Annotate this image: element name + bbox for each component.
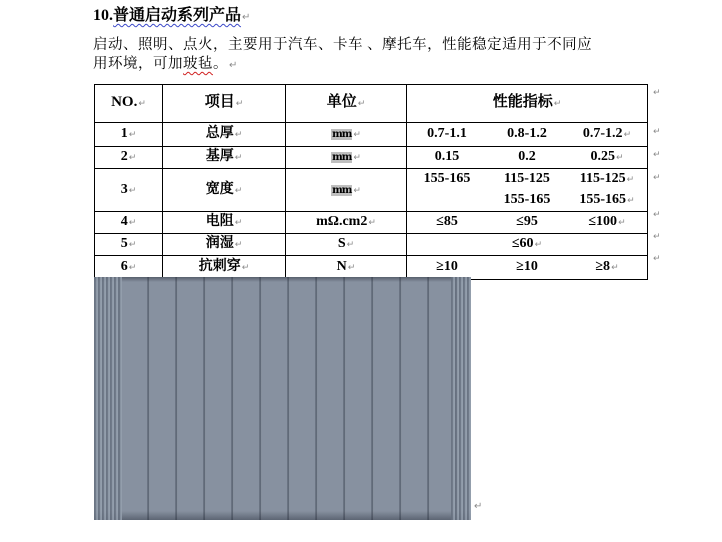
cell-mark: ↵ — [241, 263, 250, 273]
cell-values: 0.7-1.1 0.8-1.2 0.7-1.2↵ — [407, 123, 648, 147]
cell-mark: ↵ — [235, 99, 244, 109]
header-no: NO.↵ — [95, 85, 163, 123]
cell-unit: mm ↵ — [286, 123, 407, 147]
spec-table — [94, 84, 648, 280]
cell-item: 电阻↵ — [163, 212, 286, 234]
product-photo — [94, 277, 471, 520]
cell-mark: ↵ — [353, 130, 361, 140]
cell-mark: ↵ — [234, 130, 243, 140]
cell-mark: ↵ — [353, 185, 361, 196]
title-number: 10. — [93, 7, 113, 24]
cell-unit: mm ↵ — [286, 169, 407, 212]
cell-item: 基厚↵ — [163, 147, 286, 169]
page-title — [93, 5, 250, 29]
cell-no: 2↵ — [95, 147, 163, 169]
intro-paragraph — [93, 36, 655, 75]
cell-mark: ↵ — [128, 218, 137, 228]
cell-values: ≤60↵ — [407, 234, 648, 256]
paragraph-mark: ↵ — [242, 12, 251, 23]
cell-no: 5↵ — [95, 234, 163, 256]
cell-mark: ↵ — [234, 240, 243, 250]
cell-mark: ↵ — [368, 218, 376, 228]
cell-mark: ↵ — [234, 153, 243, 163]
cell-mark: ↵ — [346, 240, 355, 250]
cell-item: 润湿↵ — [163, 234, 286, 256]
cell-item: 总厚↵ — [163, 123, 286, 147]
cell-mark: ↵ — [234, 218, 243, 228]
cell-mark: ↵ — [128, 263, 137, 273]
cell-mark: ↵ — [615, 153, 624, 163]
cell-mark: ↵ — [234, 185, 243, 196]
header-unit: 单位↵ — [286, 85, 407, 123]
table-row — [95, 212, 648, 234]
cell-values: ≥10 ≥10 ≥8↵ — [407, 256, 648, 280]
row-end-mark: ↵ — [653, 150, 661, 160]
row-end-mark: ↵ — [653, 210, 661, 220]
row-end-mark: ↵ — [653, 254, 661, 264]
cell-mark: ↵ — [553, 99, 562, 109]
cell-item: 宽度↵ — [163, 169, 286, 212]
header-spec: 性能指标↵ — [407, 85, 648, 123]
cell-mark: ↵ — [618, 218, 626, 228]
paragraph-mark: ↵ — [229, 60, 238, 71]
cell-mark: ↵ — [611, 263, 619, 273]
table-row — [95, 147, 648, 169]
header-item: 项目↵ — [163, 85, 286, 123]
intro-line2-post: 。 — [213, 56, 228, 72]
cell-unit: mΩ.cm2↵ — [286, 212, 407, 234]
cell-mark: ↵ — [623, 130, 632, 140]
table-row — [95, 234, 648, 256]
cell-no: 4↵ — [95, 212, 163, 234]
cell-mark: ↵ — [138, 99, 146, 109]
cell-mark: ↵ — [128, 185, 137, 196]
title-text: 普通启动系列产品 — [113, 7, 242, 24]
cell-mark: ↵ — [534, 240, 543, 250]
cell-no: 6↵ — [95, 256, 163, 280]
table-row — [95, 169, 648, 212]
cell-no: 3↵ — [95, 169, 163, 212]
cell-mark: ↵ — [128, 153, 137, 163]
row-end-mark: ↵ — [653, 173, 661, 183]
cell-values: 155-165 115-125 115-125↵ 155-165 155-165↵ — [407, 169, 648, 212]
intro-line2-pre: 用环境，可加 — [93, 56, 183, 72]
cell-mark: ↵ — [357, 99, 366, 109]
cell-mark: ↵ — [347, 263, 356, 273]
cell-item: 抗刺穿↵ — [163, 256, 286, 280]
table-row — [95, 123, 648, 147]
table-header-row — [95, 85, 648, 123]
table-row — [95, 256, 648, 280]
row-end-mark: ↵ — [653, 88, 661, 98]
cell-values: ≤85 ≤95 ≤100↵ — [407, 212, 648, 234]
row-end-mark: ↵ — [653, 232, 661, 242]
intro-line1: 启动、照明、点火，主要用于汽车、卡车 、摩托车，性能稳定适用于不同应 — [93, 37, 593, 53]
cell-unit: mm ↵ — [286, 147, 407, 169]
cell-mark: ↵ — [626, 175, 635, 185]
cell-mark: ↵ — [627, 196, 635, 206]
row-end-mark: ↵ — [653, 127, 661, 137]
cell-mark: ↵ — [353, 153, 361, 163]
cell-unit: N↵ — [286, 256, 407, 280]
cell-unit: S↵ — [286, 234, 407, 256]
cell-mark: ↵ — [128, 240, 137, 250]
cell-values: 0.15 0.2 0.25↵ — [407, 147, 648, 169]
intro-misspelled-word: 玻毡 — [183, 56, 213, 72]
cell-mark: ↵ — [128, 130, 137, 140]
paragraph-mark: ↵ — [474, 501, 483, 512]
cell-no: 1↵ — [95, 123, 163, 147]
